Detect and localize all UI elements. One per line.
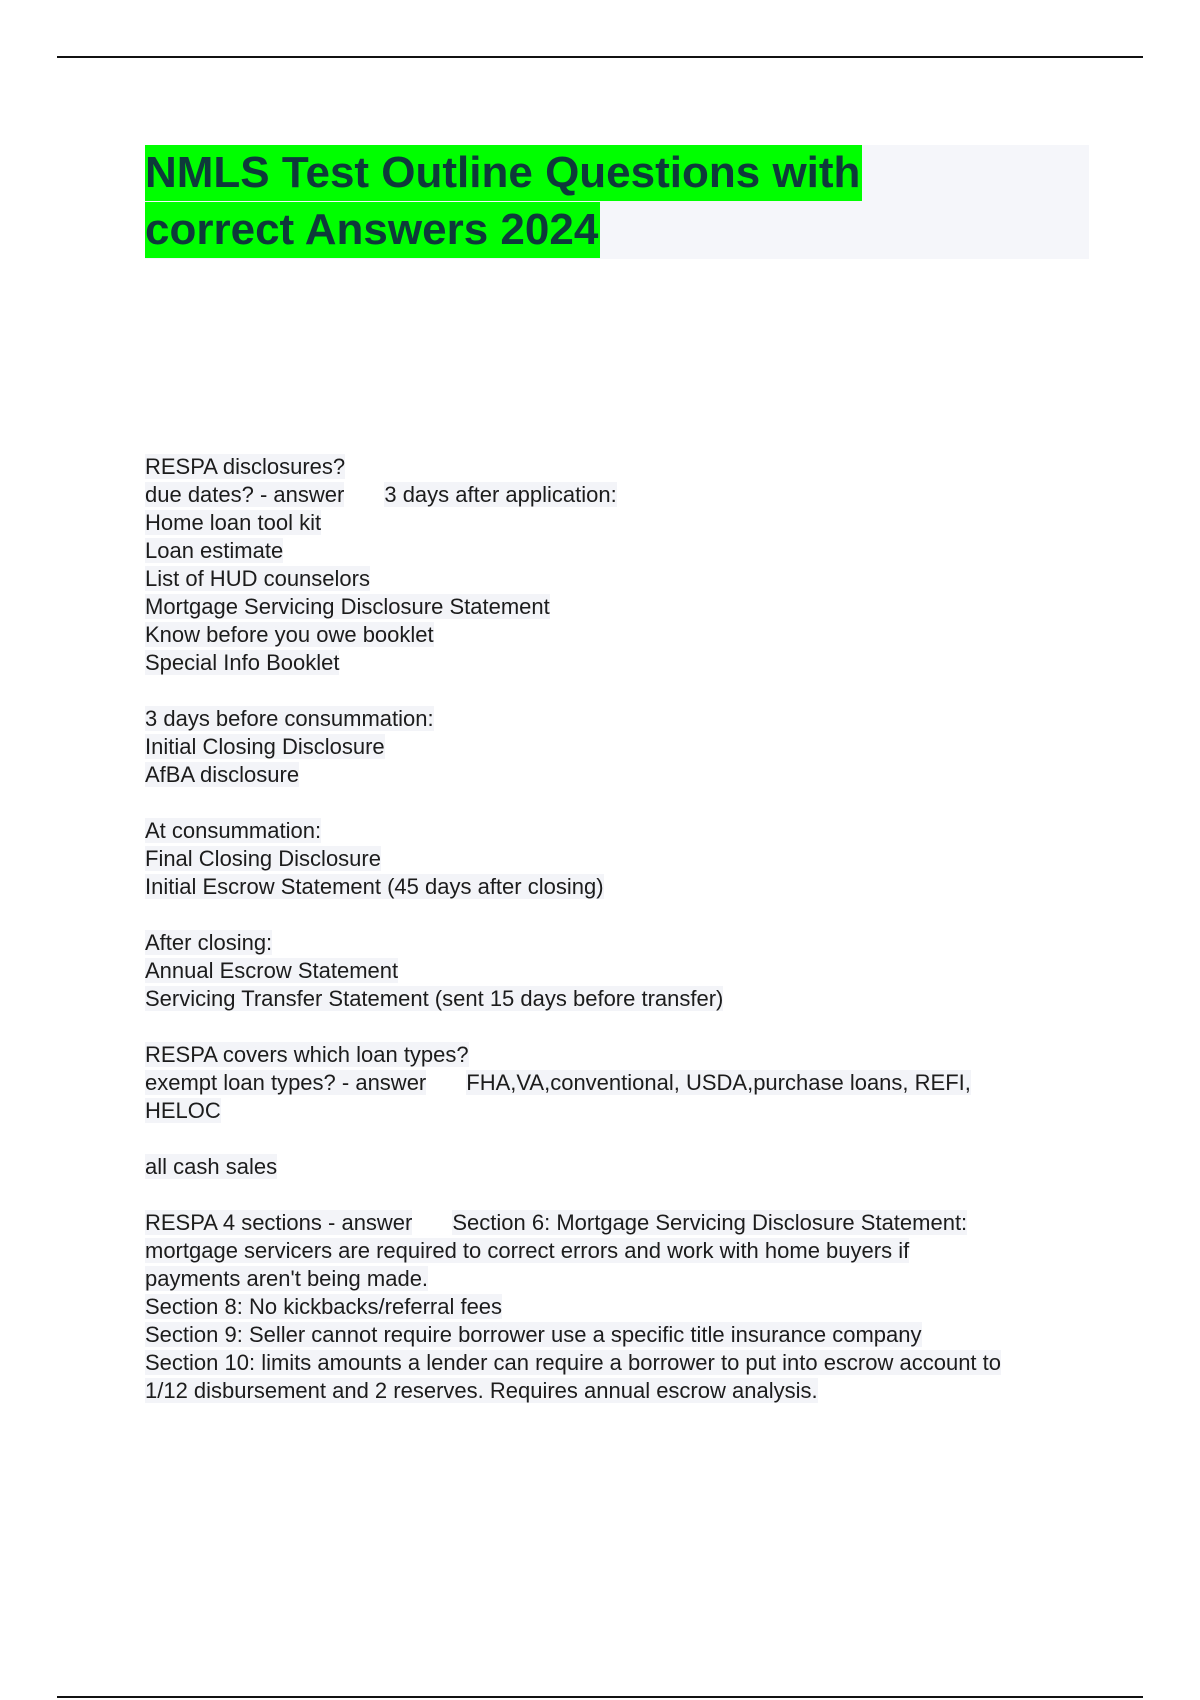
answer-line: Loan estimate xyxy=(145,538,284,563)
document-title xyxy=(145,145,1089,259)
answer-line: all cash sales xyxy=(145,1154,278,1179)
answer-line: Mortgage Servicing Disclosure Statement xyxy=(145,594,550,619)
question-line: RESPA 4 sections - answer xyxy=(145,1210,413,1235)
qa-item-respa-loan-types xyxy=(145,1041,1095,1181)
answer-line: Section 6: Mortgage Servicing Disclosure Statement: xyxy=(452,1210,968,1235)
answer-line: At consummation: xyxy=(145,818,322,843)
answer-line: Home loan tool kit xyxy=(145,510,322,535)
question-line: RESPA covers which loan types? xyxy=(145,1042,469,1067)
question-line: exempt loan types? - answer xyxy=(145,1070,427,1095)
answer-line: Annual Escrow Statement xyxy=(145,958,399,983)
qa-item-respa-disclosures xyxy=(145,453,1095,1013)
answer-line: Section 9: Seller cannot require borrower use a specific title insurance company xyxy=(145,1322,922,1347)
answer-line: Section 8: No kickbacks/referral fees xyxy=(145,1294,503,1319)
answer-line: Special Info Booklet xyxy=(145,650,340,675)
header-rule xyxy=(57,56,1143,58)
answer-line: FHA,VA,conventional, USDA,purchase loans, REFI, xyxy=(466,1070,971,1095)
answer-line: 3 days after application: xyxy=(384,482,617,507)
answer-line: Initial Escrow Statement (45 days after closing) xyxy=(145,874,604,899)
answer-line: Initial Closing Disclosure xyxy=(145,734,385,759)
question-line: RESPA disclosures? xyxy=(145,454,346,479)
answer-line: After closing: xyxy=(145,930,273,955)
title-line-1: NMLS Test Outline Questions with xyxy=(145,145,862,201)
answer-line: List of HUD counselors xyxy=(145,566,370,591)
answer-line: AfBA disclosure xyxy=(145,762,300,787)
answer-line: Servicing Transfer Statement (sent 15 days before transfer) xyxy=(145,986,724,1011)
answer-line: 1/12 disbursement and 2 reserves. Requires annual escrow analysis. xyxy=(145,1378,818,1403)
question-line: due dates? - answer xyxy=(145,482,345,507)
answer-line: 3 days before consummation: xyxy=(145,706,434,731)
document-body xyxy=(145,453,1095,1405)
answer-line: Final Closing Disclosure xyxy=(145,846,381,871)
answer-line: mortgage servicers are required to correct errors and work with home buyers if xyxy=(145,1238,910,1263)
qa-item-respa-sections xyxy=(145,1209,1095,1405)
answer-line: HELOC xyxy=(145,1098,221,1123)
answer-line: Section 10: limits amounts a lender can require a borrower to put into escrow account to xyxy=(145,1350,1002,1375)
title-line-2: correct Answers 2024 xyxy=(145,202,600,258)
answer-line: payments aren't being made. xyxy=(145,1266,429,1291)
answer-line: Know before you owe booklet xyxy=(145,622,434,647)
footer-rule xyxy=(57,1696,1143,1698)
